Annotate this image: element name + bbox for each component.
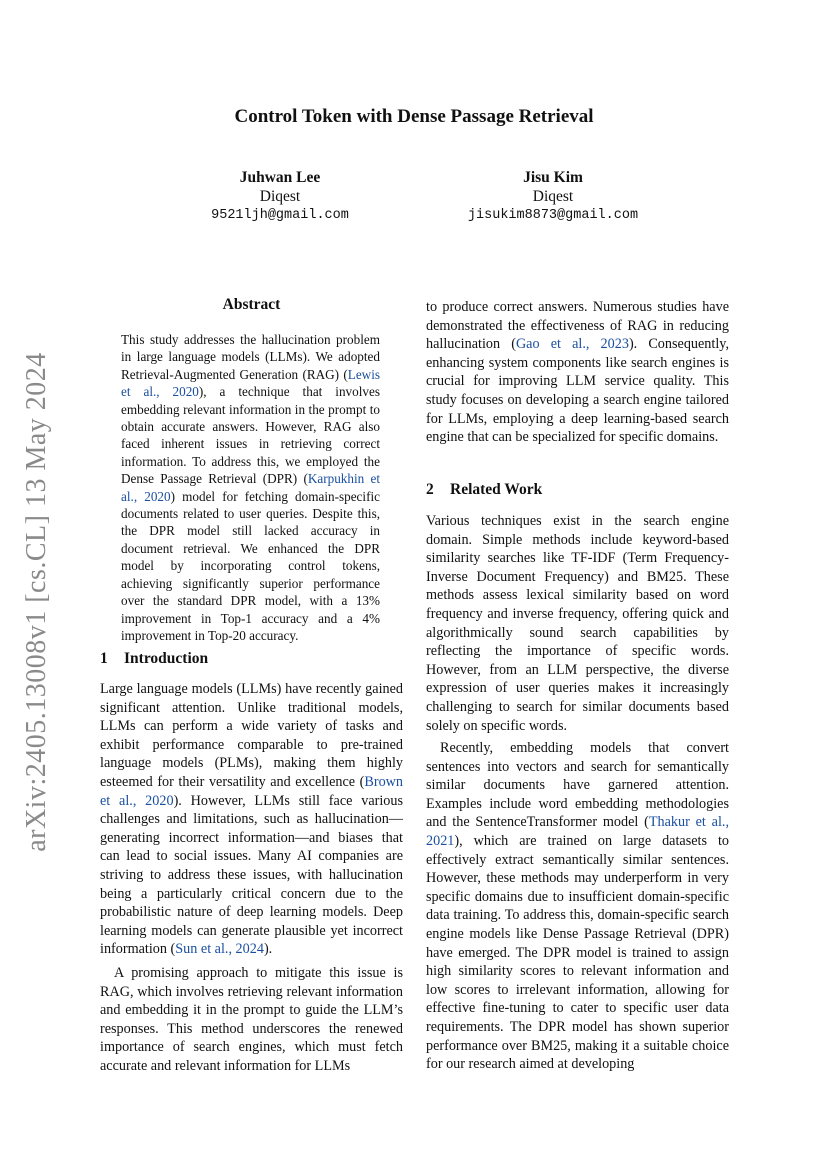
paper-title: Control Token with Dense Passage Retrieval <box>234 106 594 127</box>
arxiv-stamp <box>14 0 60 1171</box>
section-number: 1 <box>100 650 108 667</box>
section-number: 2 <box>426 481 434 498</box>
author-affiliation: Diqest <box>259 188 301 205</box>
intro-paragraph-1: Large language models (LLMs) have recently gained significant attention. Unlike traditional models, LLMs can perform a wide variety of tasks and exhibit performance comparable to pre-trained language models (PLMs), making them highly esteemed for their versatility and excellence (Brown et al., 2020). However, LLMs still face various challenges and limitations, such as hallucination—generating incorrect information—and biases that can lead to social issues. Many AI companies are striving to address these issues, with hallucination being a particularly critical concern due to the probabilistic nature of deep learning models. Deep learning models can generate plausible yet incorrect information (Sun et al., 2024). <box>100 681 403 958</box>
citation-link[interactable]: Sun et al., 2024 <box>175 941 264 958</box>
citation-link[interactable]: Gao et al., 2023 <box>515 336 629 353</box>
citation-link[interactable]: Brown et al., 2020 <box>100 773 403 809</box>
section-title: Related Work <box>450 481 543 498</box>
intro-paragraph-2: A promising approach to mitigate this issue is RAG, which involves retrieving relevant information and embedding it in the prompt to guide the LLM’s responses. This method underscores the renewed importance of search engines, which must fetch accurate and relevant information for LLMs <box>100 965 403 1074</box>
author-affiliation: Diqest <box>532 188 574 205</box>
author-name: Jisu Kim <box>523 169 583 186</box>
abstract-body: This study addresses the hallucination problem in large language models (LLMs). We adopted Retrieval-Augmented Generation (RAG) (Lewis et al., 2020), a technique that involves embedding relevant information in the prompt to obtain accurate answers. However, RAG also faced inherent issues in retrieving correct information. To address this, we employed the Dense Passage Retrieval (DPR) (Karpukhin et al., 2020) model for fetching domain-specific documents related to user queries. Despite this, the DPR model still lacked accuracy in document retrieval. We enhanced the DPR model by incorporating control tokens, achieving significantly superior performance over the standard DPR model, with a 13% improvement in Top-1 accuracy and a 4% improvement in Top-20 accuracy. <box>121 332 381 643</box>
section-heading-introduction <box>100 650 208 668</box>
abstract-heading: Abstract <box>222 296 281 313</box>
author-block <box>130 168 430 225</box>
author-email[interactable]: jisukim8873@gmail.com <box>467 208 639 223</box>
author-email[interactable]: 9521ljh@gmail.com <box>211 208 349 223</box>
arxiv-stamp-text: arXiv:2405.13008v1 [cs.CL] 13 May 2024 <box>21 352 52 852</box>
author-name: Juhwan Lee <box>239 169 321 186</box>
citation-link[interactable]: Lewis et al., 2020 <box>121 366 380 400</box>
section-heading-related-work <box>426 481 542 499</box>
section-title: Introduction <box>124 650 209 667</box>
intro-paragraph-3: to produce correct answers. Numerous studies have demonstrated the effectiveness of RAG in reducing hallucination (Gao et al., 2023). Consequently, enhancing system components like search engines is crucial for improving LLM service quality. This study focuses on developing a search engine tailored for LLMs, employing a deep learning-based search engine that can be specialized for specific domains. <box>426 299 729 446</box>
author-block <box>403 168 703 225</box>
citation-link[interactable]: Thakur et al., 2021 <box>426 814 729 849</box>
related-paragraph-1: Various techniques exist in the search engine domain. Simple methods include keyword-based similarity searches like TF-IDF (Term Frequency-Inverse Document Frequency) and BM25. These methods assess lexical similarity based on word frequency and inverse frequency, offering quick and algorithmically sound search capabilities by reflecting the importance of specific words. However, from an LLM perspective, the diverse expression of user queries makes it increasingly challenging to search for similar documents based solely on specific words. <box>426 513 729 734</box>
related-paragraph-2: Recently, embedding models that convert sentences into vectors and search for semantically similar documents have garnered attention. Examples include word embedding methodologies and the SentenceTransformer model (Thakur et al., 2021), which are trained on large datasets to effectively extract semantically similar sentences. However, these methods may underperform in very specific domains due to insufficient domain-specific data training. To address this, domain-specific search engine models like Dense Passage Retrieval (DPR) have emerged. The DPR model is trained to assign high similarity scores to relevant information and low scores to irrelevant information, allowing for effective fine-tuning to cater to specific user data requirements. The DPR model has shown superior performance over BM25, making it a suitable choice for our research aimed at developing <box>426 740 729 1073</box>
citation-link[interactable]: Karpukhin et al., 2020 <box>121 471 381 504</box>
